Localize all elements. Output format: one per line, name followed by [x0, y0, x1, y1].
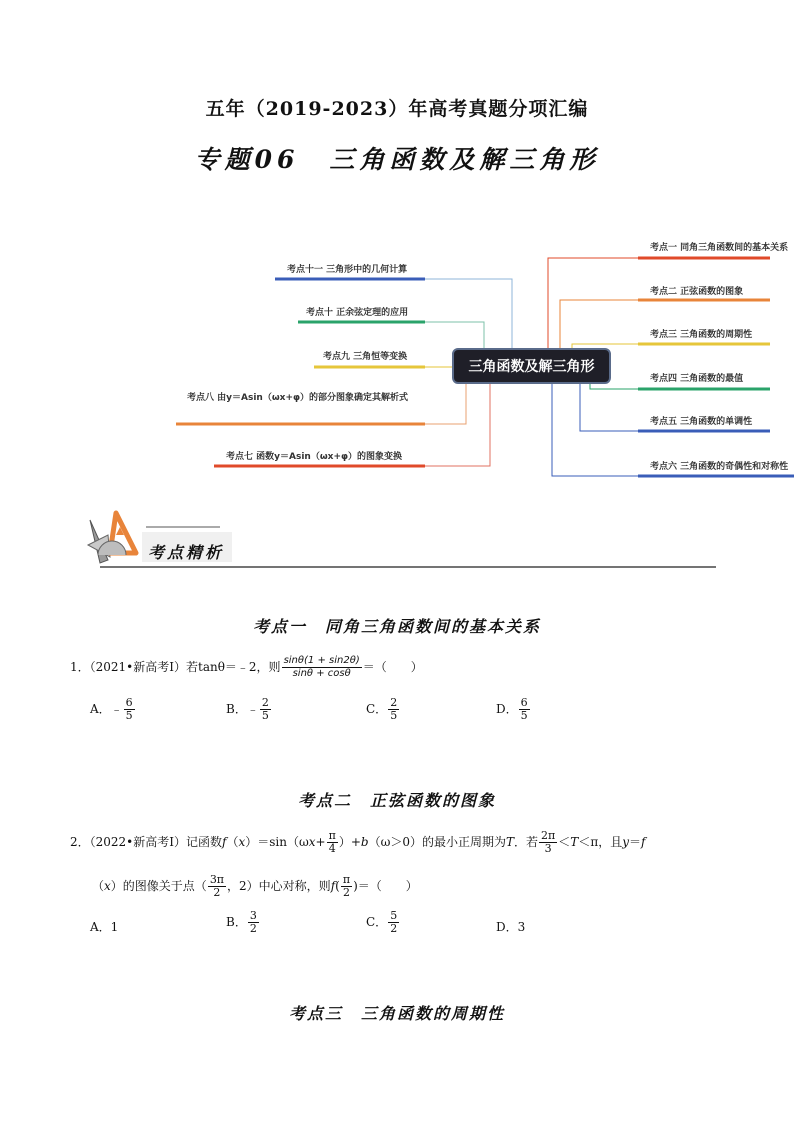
mm-node-right-2: 考点二 正弦函数的图象: [650, 287, 744, 297]
option-fraction: [248, 910, 259, 935]
mm-node-left-8: 考点八 由y＝Asin（ωx+φ）的部分图象确定其解析式: [187, 393, 409, 403]
q2-option-c[interactable]: [366, 910, 400, 935]
section-heading-3: 考点三 三角函数的周期性: [288, 1004, 505, 1023]
question-1-suffix: ＝（ ）: [362, 660, 423, 674]
banner-label: 考点精析: [148, 543, 225, 562]
mm-node-left-9: 考点九 三角恒等变换: [323, 352, 408, 362]
frac-numerator: π: [342, 873, 351, 886]
q2-var: b: [360, 835, 369, 849]
frac-denominator: 2: [213, 886, 221, 899]
frac-denominator: 2: [342, 886, 350, 899]
q2-var: x: [238, 835, 246, 849]
q2-text: ＝: [628, 835, 641, 849]
q2-var: f: [222, 835, 227, 849]
frac-denominator: 2: [249, 922, 257, 935]
q2-fraction: [208, 874, 226, 899]
q2-var: x: [308, 835, 316, 849]
option-letter: C．: [366, 915, 388, 929]
q1-option-c[interactable]: [366, 697, 400, 722]
frac-denominator: 5: [125, 709, 133, 722]
option-letter: D．: [496, 702, 518, 716]
option-fraction: [124, 697, 135, 722]
mm-link-right-6: [552, 372, 638, 476]
section-heading-2: 考点二 正弦函数的图象: [297, 791, 496, 810]
q2-text: （ω＞0）的最小正周期为: [368, 835, 507, 849]
q2-text: )＝（ ）: [353, 879, 418, 893]
option-letter: A．﹣: [90, 702, 123, 716]
q2-fraction: [327, 830, 338, 855]
q2-fraction: [539, 830, 557, 855]
frac-denominator: 5: [261, 709, 269, 722]
q2-text: (: [335, 879, 340, 893]
mm-link-right-1: [548, 258, 638, 362]
option-letter: A．1: [90, 920, 119, 934]
frac-numerator: 2π: [541, 829, 556, 842]
tools-icon: [88, 513, 136, 563]
section-heading-1: 考点一 同角三角函数间的基本关系: [252, 617, 541, 636]
option-letter: B．﹣: [226, 702, 259, 716]
mindmap-center-node: 三角函数及解三角形: [452, 348, 611, 384]
frac-denominator: 4: [328, 842, 336, 855]
frac-denominator: 5: [520, 709, 528, 722]
option-fraction: [260, 697, 271, 722]
option-letter: C．: [366, 702, 388, 716]
q2-var: f: [641, 835, 646, 849]
frac-denominator: 3: [544, 842, 552, 855]
mm-node-right-4: 考点四 三角函数的最值: [650, 374, 744, 384]
mm-node-right-3: 考点三 三角函数的周期性: [650, 330, 753, 340]
q2-text: ．若: [514, 835, 539, 849]
q2-fraction: [341, 874, 352, 899]
question-2-line-2: [92, 874, 418, 899]
option-fraction: [388, 910, 399, 935]
frac-numerator: 3π: [209, 873, 225, 886]
frac-denominator: sinθ + cosθ: [292, 668, 351, 679]
frac-numerator: 2: [261, 696, 269, 709]
q2-var: T: [506, 835, 515, 849]
question-1-fraction: [282, 655, 362, 680]
q2-text: +: [315, 835, 326, 849]
q2-text: ＜: [558, 835, 571, 849]
mm-link-left-7: [425, 384, 490, 466]
option-letter: D．3: [496, 920, 526, 934]
option-letter: B．: [226, 915, 247, 929]
q2-var: x: [104, 879, 111, 893]
q2-text: ）＝sin（ω: [245, 835, 309, 849]
option-fraction: [388, 697, 399, 722]
frac-numerator: 2: [390, 696, 398, 709]
frac-numerator: 6: [125, 696, 133, 709]
q2-text: ）的图像关于点（: [110, 879, 207, 893]
frac-numerator: 5: [390, 909, 398, 922]
frac-numerator: 6: [520, 696, 528, 709]
q2-text: 2．（2022•新高考Ⅰ）记函数: [70, 835, 222, 849]
frac-denominator: 5: [390, 709, 398, 722]
q2-option-b[interactable]: [226, 910, 260, 935]
q2-text: ＜π，且: [578, 835, 623, 849]
option-fraction: [519, 697, 530, 722]
mm-node-left-7: 考点七 函数y＝Asin（ωx+φ）的图象变换: [226, 452, 403, 462]
q2-var: T: [570, 835, 579, 849]
doc-title: 五年（2019-2023）年高考真题分项汇编: [205, 98, 589, 120]
q1-option-b[interactable]: [226, 697, 272, 722]
mm-node-left-10: 考点十 正余弦定理的应用: [306, 308, 409, 318]
q1-option-d[interactable]: [496, 697, 531, 722]
frac-numerator: 3: [249, 909, 257, 922]
question-1-prefix: 1．（2021•新高考Ⅰ）若tanθ＝﹣2，则: [70, 660, 281, 674]
q2-text: （: [226, 835, 239, 849]
q2-option-d[interactable]: [496, 918, 525, 935]
mm-node-left-11: 考点十一 三角形中的几何计算: [287, 265, 408, 275]
q1-option-a[interactable]: [90, 697, 136, 722]
question-2-line-1: [70, 830, 645, 855]
frac-numerator: π: [328, 829, 336, 842]
mm-node-right-1: 考点一 同角三角函数间的基本关系: [650, 243, 789, 253]
q2-option-a[interactable]: [90, 918, 118, 935]
q2-var: y: [622, 835, 629, 849]
q2-text: ）+: [338, 835, 361, 849]
frac-numerator: sinθ(1 + sin2θ): [283, 655, 360, 666]
q2-var: f: [330, 879, 336, 893]
mm-node-right-6: 考点六 三角函数的奇偶性和对称性: [650, 462, 789, 472]
q2-text: （: [92, 879, 105, 893]
question-1: [70, 655, 423, 680]
mm-node-right-5: 考点五 三角函数的单调性: [650, 417, 753, 427]
frac-denominator: 2: [390, 922, 398, 935]
q2-text: ，2）中心对称，则: [227, 879, 331, 893]
doc-subtitle: 专题06 三角函数及解三角形: [194, 145, 600, 174]
